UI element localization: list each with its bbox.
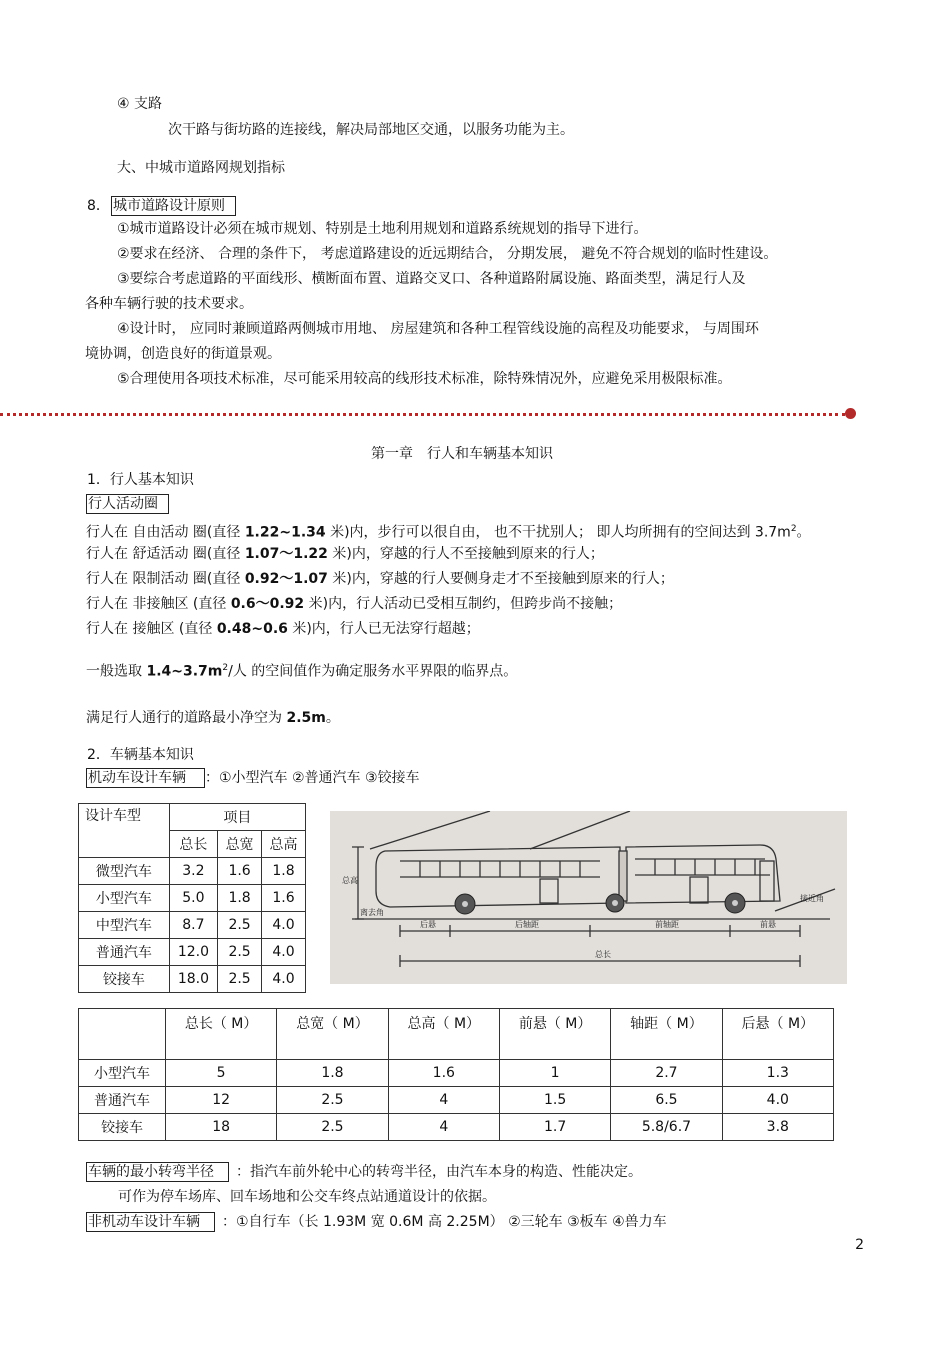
- header-cell: 后悬（ M）: [722, 1009, 833, 1060]
- cell: 2.5: [218, 912, 262, 939]
- cell: 1.8: [277, 1060, 388, 1087]
- table-row: [79, 1060, 834, 1087]
- branch-road-desc: 次干路与街坊路的连接线，解决局部地区交通，以服务功能为主。: [168, 122, 574, 138]
- motor-vehicle-types: ：①小型汽车 ②普通汽车 ③铰接车: [205, 770, 420, 786]
- cell: 小型汽车: [79, 1060, 166, 1087]
- zone-restricted: 行人在 限制活动 圈(直径 0.92～1.07 米)内，穿越的行人要侧身走才不至接触到原来的行人；: [86, 571, 674, 587]
- item-branch-road: ④ 支路: [117, 96, 163, 112]
- cell: 18: [165, 1114, 276, 1141]
- cell: 12: [165, 1087, 276, 1114]
- table-row: [79, 1114, 834, 1141]
- dotted-separator: [0, 413, 845, 416]
- cell: 普通汽车: [79, 939, 170, 966]
- header-cell: 轴距（ M）: [611, 1009, 722, 1060]
- vehicle-size-table: [78, 803, 306, 993]
- cell: 铰接车: [79, 966, 170, 993]
- zone-noncontact: 行人在 非接触区 (直径 0.6～0.92 米)内，行人活动已受相互制约，但跨步尚不接触；: [86, 596, 623, 612]
- cell: 1.5: [499, 1087, 610, 1114]
- label-rear-overhang: 后悬: [420, 920, 436, 929]
- cell: 4.0: [262, 966, 306, 993]
- turning-radius-desc: ：指汽车前外轮中心的转弯半径，由汽车本身的构造、性能决定。: [236, 1164, 642, 1180]
- clearance-note: 满足行人通行的道路最小净空为 2.5m。: [86, 710, 340, 726]
- principle-3: ③要综合考虑道路的平面线形、横断面布置、道路交叉口、各种道路附属设施、路面类型，满足行人及: [117, 271, 746, 287]
- cell: 铰接车: [79, 1114, 166, 1141]
- cell: 1: [499, 1060, 610, 1087]
- label-total-length: 总长: [595, 950, 611, 959]
- principle-5: ⑤合理使用各项技术标准，尽可能采用较高的线形技术标准，除特殊情况外，应避免采用极限标准。: [117, 371, 732, 387]
- zone-free: 行人在 自由活动 圈(直径 1.22~1.34 米)内，步行可以很自由， 也不干扰别人； 即人均所拥有的空间达到 $3.7m^2$。: [86, 524, 811, 541]
- cell: 4: [388, 1087, 499, 1114]
- table-row: [79, 858, 306, 885]
- header-cell: [79, 1009, 166, 1060]
- label-departure-angle: 离去角: [360, 908, 384, 917]
- label-total-height: 总高: [342, 876, 358, 885]
- table-row: [79, 939, 306, 966]
- turning-radius-usage: 可作为停车场库、回车场地和公交车终点站通道设计的依据。: [118, 1189, 496, 1205]
- cell: 1.7: [499, 1114, 610, 1141]
- col-item: 项目: [169, 804, 305, 831]
- cell: 2.5: [277, 1114, 388, 1141]
- network-index-heading: 大、中城市道路网规划指标: [117, 160, 285, 176]
- pedestrian-zone-box: 行人活动圈: [86, 494, 169, 514]
- col-height: 总高: [262, 831, 306, 858]
- section-1-heading: 1．行人基本知识: [87, 472, 194, 488]
- header-cell: 前悬（ M）: [499, 1009, 610, 1060]
- principle-4-cont: 境协调，创造良好的街道景观。: [85, 346, 281, 362]
- articulated-bus-diagram: [330, 811, 847, 984]
- cell: 普通汽车: [79, 1087, 166, 1114]
- cell: 5: [165, 1060, 276, 1087]
- cell: 12.0: [169, 939, 217, 966]
- zone-contact: 行人在 接触区 (直径 0.48~0.6 米)内，行人已无法穿行超越；: [86, 621, 480, 637]
- label-rear-axle: 后轴距: [515, 920, 539, 929]
- cell: 1.6: [388, 1060, 499, 1087]
- cell: 1.8: [218, 885, 262, 912]
- col-width: 总宽: [218, 831, 262, 858]
- cell: 4.0: [722, 1087, 833, 1114]
- header-cell: 总宽（ M）: [277, 1009, 388, 1060]
- table-row: [79, 1087, 834, 1114]
- label-front-overhang: 前悬: [760, 920, 776, 929]
- col-design-type: 设计车型: [79, 804, 170, 858]
- separator-end-dot: [845, 408, 856, 419]
- cell: 3.8: [722, 1114, 833, 1141]
- section-8-title: 城市道路设计原则: [111, 196, 236, 216]
- vehicle-dimension-table: [78, 1008, 834, 1141]
- cell: 1.8: [262, 858, 306, 885]
- table-row: [79, 885, 306, 912]
- cell: 小型汽车: [79, 885, 170, 912]
- cell: 1.3: [722, 1060, 833, 1087]
- section-2-heading: 2．车辆基本知识: [87, 747, 194, 763]
- service-level-note: 一般选取 $1.4\sim 3.7m^2/$人 的空间值作为确定服务水平界限的临界点。: [86, 663, 518, 680]
- cell: 5.8/6.7: [611, 1114, 722, 1141]
- cell: 中型汽车: [79, 912, 170, 939]
- label-approach-angle: 接近角: [800, 894, 824, 903]
- col-length: 总长: [169, 831, 217, 858]
- cell: 4.0: [262, 939, 306, 966]
- motor-vehicle-box: 机动车设计车辆: [86, 768, 205, 788]
- chapter-title: 第一章 行人和车辆基本知识: [371, 446, 553, 462]
- cell: 5.0: [169, 885, 217, 912]
- cell: 1.6: [218, 858, 262, 885]
- zone-comfort: 行人在 舒适活动 圈(直径 1.07～1.22 米)内，穿越的行人不至接触到原来的行人；: [86, 546, 604, 562]
- cell: 4.0: [262, 912, 306, 939]
- cell: 微型汽车: [79, 858, 170, 885]
- table-row: [79, 966, 306, 993]
- principle-4: ④设计时， 应同时兼顾道路两侧城市用地、 房屋建筑和各种工程管线设施的高程及功能要求， 与周围环: [117, 321, 759, 337]
- cell: 1.6: [262, 885, 306, 912]
- cell: 2.5: [218, 966, 262, 993]
- cell: 8.7: [169, 912, 217, 939]
- principle-1: ①城市道路设计必须在城市规划、特别是土地利用规划和道路系统规划的指导下进行。: [117, 221, 648, 237]
- cell: 2.5: [218, 939, 262, 966]
- header-cell: 总高（ M）: [388, 1009, 499, 1060]
- cell: 4: [388, 1114, 499, 1141]
- principle-2: ②要求在经济、 合理的条件下， 考虑道路建设的近远期结合， 分期发展， 避免不符合规划的临时性建设。: [117, 246, 778, 262]
- non-motor-vehicle-box: 非机动车设计车辆: [86, 1212, 215, 1232]
- cell: 2.5: [277, 1087, 388, 1114]
- section-8-number: 8．: [87, 198, 110, 214]
- cell: 2.7: [611, 1060, 722, 1087]
- label-front-axle: 前轴距: [655, 920, 679, 929]
- cell: 18.0: [169, 966, 217, 993]
- turning-radius-box: 车辆的最小转弯半径: [86, 1162, 229, 1182]
- table-row: [79, 912, 306, 939]
- cell: 3.2: [169, 858, 217, 885]
- principle-3-cont: 各种车辆行驶的技术要求。: [85, 296, 253, 312]
- page-number: 2: [855, 1237, 864, 1253]
- cell: 6.5: [611, 1087, 722, 1114]
- header-cell: 总长（ M）: [165, 1009, 276, 1060]
- non-motor-vehicle-types: ：①自行车（长 1.93M 宽 0.6M 高 2.25M） ②三轮车 ③板车 ④兽力车: [222, 1214, 667, 1230]
